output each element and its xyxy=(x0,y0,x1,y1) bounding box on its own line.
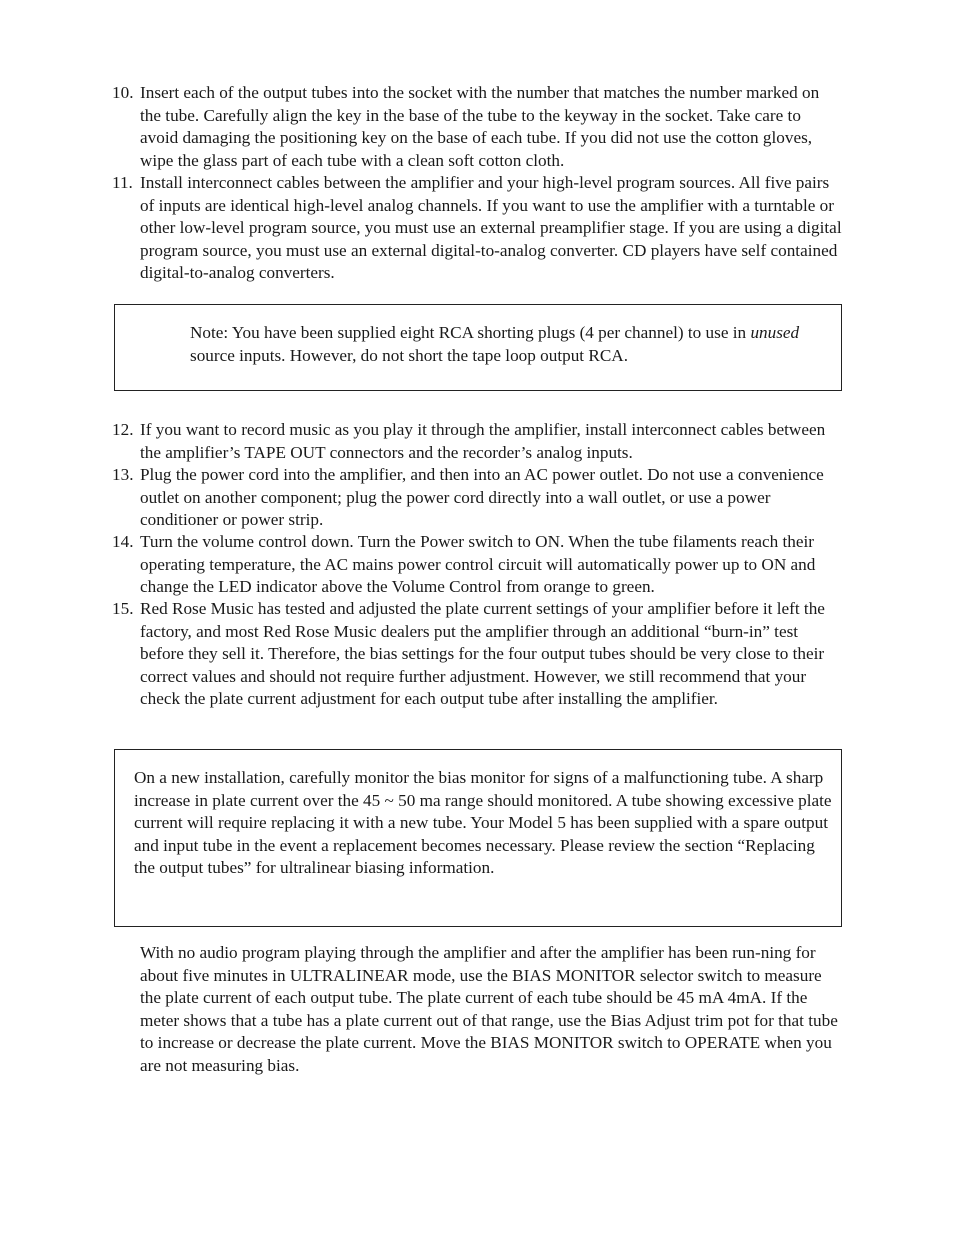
list-item-10 xyxy=(112,82,842,172)
warning-box xyxy=(114,749,842,927)
warning-text: On a new installation, carefully monitor the bias monitor for signs of a malfunctioning tube. A sharp increase in plate current over the 45 ~ 50 ma range should monitored. A tube showing excessive plate current will require replacing it with a new tube. Your Model 5 has been supplied with a spare output and input tube in the event a replacement becomes necessary. Please review the section “Replacing the output tubes” for ultralinear biasing information. xyxy=(134,768,832,877)
note-text xyxy=(190,322,820,367)
item-number: 14. xyxy=(112,532,134,551)
item-number: 10. xyxy=(112,83,134,102)
list-item-13 xyxy=(112,464,842,532)
item-text: Insert each of the output tubes into the socket with the number that matches the number marked on the tube. Carefully align the key in the base of the tube to the keyway in the socket. Take care to avoid damaging the positioning key on the base of each tube. If you did not use the cotton gloves, wipe the glass part of each tube with a clean soft cotton cloth. xyxy=(140,83,820,170)
list-item-14 xyxy=(112,531,842,599)
item-number: 15. xyxy=(112,599,134,618)
note-text-part1: Note: You have been supplied eight RCA shorting plugs (4 per channel) to use in xyxy=(190,323,751,342)
note-box xyxy=(114,304,842,391)
note-text-italic: unused xyxy=(750,323,800,342)
item-number: 13. xyxy=(112,465,134,484)
list-item-15 xyxy=(112,598,842,711)
item-text: Plug the power cord into the amplifier, and then into an AC power outlet. Do not use a convenience outlet on another component; plug the power cord directly into a wall outlet, or use a power conditioner or power strip. xyxy=(140,465,824,529)
list-item-11 xyxy=(112,172,842,285)
bias-instructions-paragraph: With no audio program playing through the amplifier and after the amplifier has been run-ning for about five minutes in ULTRALINEAR mode, use the BIAS MONITOR selector switch to measure the plate current of each output tube. The plate current of each tube should be 45 mA 4mA. If the meter shows that a tube has a plate current out of that range, use the Bias Adjust trim pot for that tube to increase or decrease the plate current. Move the BIAS MONITOR switch to OPERATE when you are not measuring bias. xyxy=(140,943,838,1075)
item-text: Install interconnect cables between the amplifier and your high-level program sources. All five pairs of inputs are identical high-level analog channels. If you want to use the amplifier with a turntable or other low-level program source, you must use an external preamplifier stage. If you are using a digital program source, you must use an external digital-to-analog converter. CD players have self contained digital-to-analog converters. xyxy=(140,173,842,282)
item-text: If you want to record music as you play it through the amplifier, install interconnect cables between the amplifier’s TAPE OUT connectors and the recorder’s analog inputs. xyxy=(140,420,826,462)
item-text: Red Rose Music has tested and adjusted the plate current settings of your amplifier before it left the factory, and most Red Rose Music dealers put the amplifier through an additional “burn-in” test before they sell it. Therefore, the bias settings for the four output tubes should be very close to their correct values and should not require further adjustment. However, we still recommend that your check the plate current adjustment for each output tube after installing the amplifier. xyxy=(140,599,825,708)
item-number: 12. xyxy=(112,420,134,439)
note-text-part2: source inputs. However, do not short the tape loop output RCA. xyxy=(190,345,629,365)
item-text: Turn the volume control down. Turn the Power switch to ON. When the tube filaments reach their operating temperature, the AC mains power control circuit will automatically power up to ON and change the LED indicator above the Volume Control from orange to green. xyxy=(140,532,816,596)
list-item-12 xyxy=(112,419,842,464)
item-number: 11. xyxy=(112,173,133,192)
